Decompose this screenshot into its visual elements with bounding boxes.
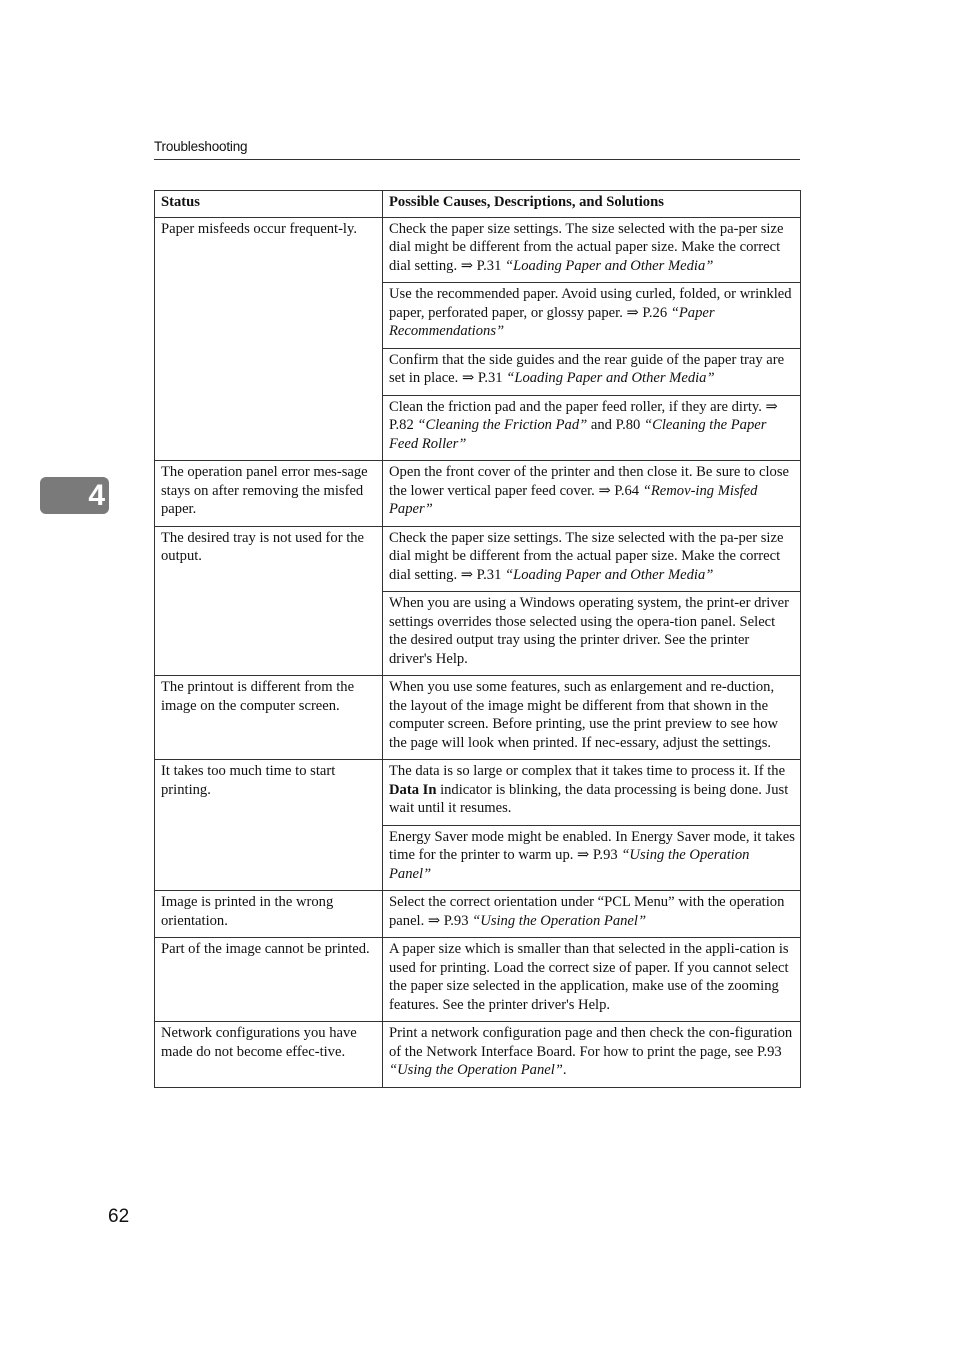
chapter-tab: 4 <box>40 477 109 514</box>
cross-reference: “Paper Recommendations” <box>389 304 715 339</box>
troubleshooting-table <box>154 190 801 1088</box>
solution-cell <box>383 461 801 527</box>
indicator-name: Data In <box>389 781 437 798</box>
solution-cell <box>383 891 801 938</box>
solution-cell <box>383 938 801 1022</box>
cross-reference: “Loading Paper and Other Media” <box>505 257 714 274</box>
table-row <box>155 1022 801 1088</box>
cross-reference: “Using the Operation Panel” <box>389 847 750 882</box>
status-cell: Network configurations you have made do not become effec-tive. <box>155 1022 383 1088</box>
status-cell: Part of the image cannot be printed. <box>155 938 383 1022</box>
column-header-status: Status <box>155 191 383 218</box>
status-cell: The desired tray is not used for the output. <box>155 526 383 676</box>
status-cell: The operation panel error mes-sage stays on after removing the misfed paper. <box>155 461 383 527</box>
solution-text: When you are using a Windows operating system, the print-er driver settings overrides those selected using the opera-tion panel. Select the desired output tray using the printer driver. See the printer driver's Help. <box>389 595 789 667</box>
solution-text: . <box>562 1062 567 1078</box>
cross-reference: “Using the Operation Panel” <box>472 912 647 929</box>
solution-text: Energy Saver mode might be enabled. In Energy Saver mode, it takes time for the printer to warm up. ⇒ P.93 <box>389 828 795 863</box>
status-cell: The printout is different from the image on the computer screen. <box>155 676 383 760</box>
table-row <box>155 938 801 1022</box>
cross-reference: “Loading Paper and Other Media” <box>506 370 715 386</box>
solution-cell <box>383 760 801 826</box>
table-row <box>155 760 801 826</box>
table-row <box>155 461 801 527</box>
solution-cell <box>383 526 801 592</box>
solution-text: Check the paper size settings. The size selected with the pa-per size dial might be different from the actual paper size. Make the correct dial setting. ⇒ P.31 <box>389 220 784 274</box>
running-header: Troubleshooting <box>154 139 248 154</box>
cross-reference: “Cleaning the Paper Feed Roller” <box>389 417 767 452</box>
solution-cell <box>383 217 801 283</box>
cross-reference: “Loading Paper and Other Media” <box>505 566 714 583</box>
cross-reference: “Remov-ing Misfed Paper” <box>389 482 758 517</box>
solution-text: Select the correct orientation under “PCL Menu” with the operation panel. ⇒ P.93 <box>389 894 785 929</box>
solution-cell <box>383 825 801 891</box>
solution-cell <box>383 592 801 676</box>
solution-text: indicator is blinking, the data processing is being done. Just wait until it resumes. <box>389 781 789 816</box>
status-cell: Image is printed in the wrong orientation. <box>155 891 383 938</box>
column-header-solutions: Possible Causes, Descriptions, and Solutions <box>383 191 801 218</box>
cross-reference: “Using the Operation Panel” <box>389 1062 563 1078</box>
solution-text: A paper size which is smaller than that selected in the appli-cation is used for printing. Load the correct size of paper. If you cannot select the paper size selected in the application, make use of the zooming features. See the printer driver's Help. <box>389 941 789 1013</box>
table-header-row <box>155 191 801 218</box>
table-row <box>155 891 801 938</box>
status-cell: It takes too much time to start printing. <box>155 760 383 891</box>
table-row <box>155 217 801 283</box>
solution-cell <box>383 676 801 760</box>
solution-cell <box>383 348 801 395</box>
solution-text: and P.80 <box>587 417 645 433</box>
solution-text: Use the recommended paper. Avoid using curled, folded, or wrinkled paper, perforated paper, or glossy paper. ⇒ P.26 <box>389 286 792 321</box>
solution-text: Open the front cover of the printer and then close it. Be sure to close the lower vertical paper feed cover. ⇒ P.64 <box>389 464 789 499</box>
header-rule <box>154 159 800 160</box>
page-number: 62 <box>108 1206 130 1227</box>
solution-text: Clean the friction pad and the paper feed roller, if they are dirty. ⇒ P.82 <box>389 398 778 433</box>
solution-text: When you use some features, such as enlargement and re-duction, the layout of the image might be different from that shown in the computer screen. Before printing, use the print preview to see how the page will look when printed. If nec-essary, adjust the settings. <box>389 679 779 751</box>
solution-text: The data is so large or complex that it takes time to process it. If the <box>389 763 786 779</box>
cross-reference: “Cleaning the Friction Pad” <box>417 417 588 433</box>
status-cell: Paper misfeeds occur frequent-ly. <box>155 217 383 461</box>
solution-cell <box>383 395 801 461</box>
table-row <box>155 676 801 760</box>
solution-text: Check the paper size settings. The size selected with the pa-per size dial might be different from the actual paper size. Make the correct dial setting. ⇒ P.31 <box>389 529 784 583</box>
solution-text: Confirm that the side guides and the rear guide of the paper tray are set in place. ⇒ P.31 <box>389 351 785 386</box>
solution-cell <box>383 1022 801 1088</box>
table-row <box>155 526 801 592</box>
solution-text: Print a network configuration page and then check the con-figuration of the Network Interface Board. For how to print the page, see P.93 <box>389 1025 793 1060</box>
solution-cell <box>383 283 801 349</box>
